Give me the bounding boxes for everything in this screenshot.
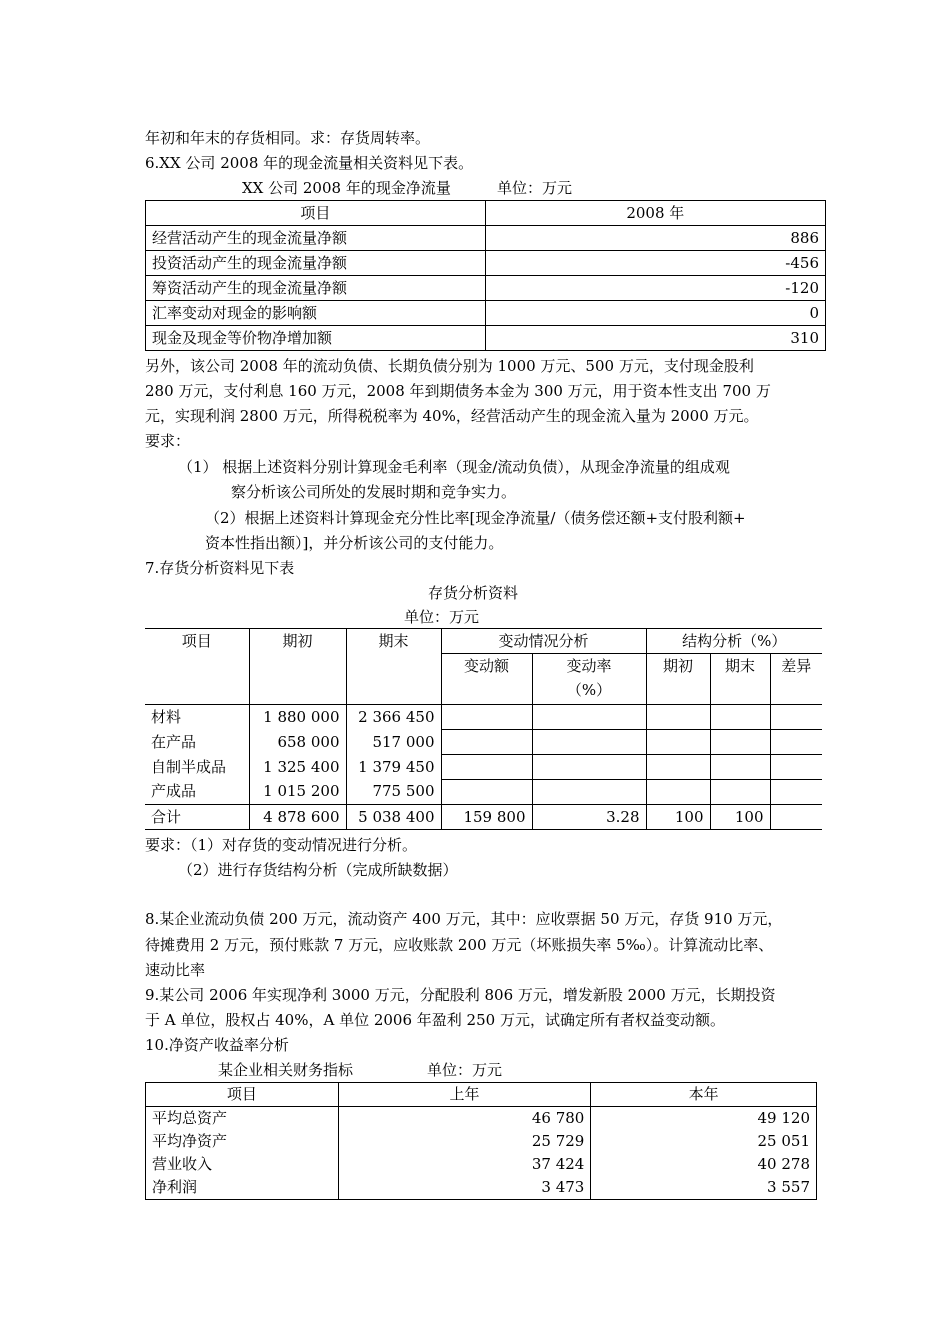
table-cell [249, 654, 346, 705]
table-header: 期末 [346, 629, 441, 654]
table-cell: 100 [646, 804, 710, 829]
table-cell: 1 880 000 [249, 704, 346, 729]
table-cell [145, 654, 249, 705]
table-header: 期初 [646, 654, 710, 705]
table-header: 本年 [591, 1083, 817, 1107]
text-line: 元，实现利润 2800 万元，所得税税率为 40%，经营活动产生的现金流入量为 2000 万元。 [145, 407, 759, 425]
table-header: 差异 [770, 654, 822, 705]
table-cell: 净利润 [146, 1176, 339, 1200]
table-header-row [146, 1083, 817, 1107]
text-line: （2）进行存货结构分析（完成所缺数据） [178, 861, 458, 879]
section-10-heading: 10.净资产收益率分析 [145, 1036, 289, 1054]
table-cell: 37 424 [338, 1153, 591, 1176]
table-cell [441, 779, 532, 804]
table-cell [532, 729, 646, 754]
section-8: 8.某企业流动负债 200 万元，流动资产 400 万元，其中：应收票据 50 万元，存货 910 万元， [145, 910, 783, 928]
text-line: 于 A 单位，股权占 40%，A 单位 2006 年盈利 250 万元，试确定所有者权益变动额。 [145, 1011, 725, 1029]
table-cell: -456 [485, 251, 825, 276]
table-cell [710, 704, 770, 729]
text-line: 要求：（1）对存货的变动情况进行分析。 [145, 836, 418, 854]
table-cell [441, 754, 532, 779]
table-cell: 平均净资产 [146, 1130, 339, 1153]
table-row [146, 1130, 817, 1153]
table-cell: 3 557 [591, 1176, 817, 1200]
table-row [146, 251, 826, 276]
table-cell: 4 878 600 [249, 804, 346, 829]
table-cell [346, 654, 441, 705]
table-row [145, 754, 822, 779]
header-line: 变动率 [566, 657, 612, 675]
table-cell: 49 120 [591, 1107, 817, 1131]
table-header: 项目 [146, 201, 486, 226]
table-row [146, 1107, 817, 1131]
table-cell: 100 [710, 804, 770, 829]
table-total-row [145, 804, 822, 829]
table-cell: 25 051 [591, 1130, 817, 1153]
question-2: （2）根据上述资料计算现金充分性比率[现金净流量/（债务偿还额+支付股利额+ [205, 509, 746, 527]
table-cell [646, 704, 710, 729]
table-row [146, 276, 826, 301]
table-cell: 310 [485, 326, 825, 351]
table-cell: 1 379 450 [346, 754, 441, 779]
table-header-row [146, 201, 826, 226]
table-cell: 1 325 400 [249, 754, 346, 779]
table-cell: 886 [485, 226, 825, 251]
question-1: （1） 根据上述资料分别计算现金毛利率（现金/流动负债），从现金净流量的组成观 [178, 458, 730, 476]
table-cell [532, 704, 646, 729]
section-9: 9.某公司 2006 年实现净利 3000 万元，分配股利 806 万元，增发新股 2000 万元，长期投资 [145, 986, 776, 1004]
table-cell: 5 038 400 [346, 804, 441, 829]
table-cell: 2 366 450 [346, 704, 441, 729]
table-header: 变动情况分析 [441, 629, 646, 654]
table-cell [770, 754, 822, 779]
table-cell [532, 754, 646, 779]
table-row [146, 326, 826, 351]
table-cell: 0 [485, 301, 825, 326]
text-line: 速动比率 [145, 961, 206, 979]
section-7-heading: 7.存货分析资料见下表 [145, 559, 295, 577]
table-header: 项目 [145, 629, 249, 654]
table-cell [770, 779, 822, 804]
table-row [146, 1176, 817, 1200]
table-cell: 25 729 [338, 1130, 591, 1153]
table-cell [710, 754, 770, 779]
text-line: 280 万元，支付利息 160 万元，2008 年到期债务本金为 300 万元，用于资本性支出 700 万 [145, 382, 771, 400]
text-line: 年初和年末的存货相同。求：存货周转率。 [145, 129, 431, 147]
table-cell: 现金及现金等价物净增加额 [146, 326, 486, 351]
table-1-caption: XX 公司 2008 年的现金净流量 [242, 179, 451, 197]
section-6-heading: 6.XX 公司 2008 年的现金流量相关资料见下表。 [145, 154, 474, 172]
table-cell: -120 [485, 276, 825, 301]
table-cell [770, 804, 822, 829]
table-header: 项目 [146, 1083, 339, 1107]
table-cell: 经营活动产生的现金流量净额 [146, 226, 486, 251]
table-cell: 合计 [145, 804, 249, 829]
table-cell [441, 729, 532, 754]
table-header: 期初 [249, 629, 346, 654]
table-cell [441, 704, 532, 729]
table-cell: 筹资活动产生的现金流量净额 [146, 276, 486, 301]
table-cell: 投资活动产生的现金流量净额 [146, 251, 486, 276]
text-line: 待摊费用 2 万元，预付账款 7 万元，应收账款 200 万元（坏账损失率 5‰）。计算流动比率、 [145, 936, 774, 954]
cash-flow-table [145, 200, 826, 351]
text-line: 另外，该公司 2008 年的流动负债、长期负债分别为 1000 万元、500 万元，支付现金股利 [145, 357, 754, 375]
table-1-unit: 单位：万元 [497, 179, 573, 197]
table-cell [770, 704, 822, 729]
table-cell: 3.28 [532, 804, 646, 829]
table-cell: 1 015 200 [249, 779, 346, 804]
table-cell: 40 278 [591, 1153, 817, 1176]
table-cell: 46 780 [338, 1107, 591, 1131]
table-cell: 材料 [145, 704, 249, 729]
table-row [146, 1153, 817, 1176]
table-cell: 517 000 [346, 729, 441, 754]
financial-indicators-table [145, 1082, 817, 1200]
table-cell: 658 000 [249, 729, 346, 754]
table-4-title: 某企业相关财务指标 [218, 1061, 354, 1079]
table-4-unit: 单位：万元 [427, 1061, 503, 1079]
table-row [145, 729, 822, 754]
table-cell [646, 754, 710, 779]
table-header: 变动额 [441, 654, 532, 705]
table-cell [710, 779, 770, 804]
table-cell [710, 729, 770, 754]
table-row [145, 704, 822, 729]
table-header: 2008 年 [485, 201, 825, 226]
table-cell: 产成品 [145, 779, 249, 804]
table-header: 期末 [710, 654, 770, 705]
table-cell: 平均总资产 [146, 1107, 339, 1131]
table-cell [646, 779, 710, 804]
table-header [532, 654, 646, 705]
question-2-cont: 资本性指出额）]，并分析该公司的支付能力。 [205, 534, 504, 552]
table-cell: 营业收入 [146, 1153, 339, 1176]
table-cell: 775 500 [346, 779, 441, 804]
inventory-table [145, 628, 822, 830]
table-3-title: 存货分析资料 [428, 584, 519, 602]
table-cell [770, 729, 822, 754]
table-cell: 自制半成品 [145, 754, 249, 779]
table-header: 上年 [338, 1083, 591, 1107]
table-row [146, 301, 826, 326]
table-cell: 在产品 [145, 729, 249, 754]
table-header: 结构分析（%） [646, 629, 822, 654]
table-row [146, 226, 826, 251]
text-line: 要求： [145, 432, 191, 450]
table-cell: 159 800 [441, 804, 532, 829]
table-row [145, 779, 822, 804]
table-cell [646, 729, 710, 754]
table-cell: 3 473 [338, 1176, 591, 1200]
table-3-unit: 单位：万元 [404, 608, 480, 626]
table-cell [532, 779, 646, 804]
header-line: （%） [566, 681, 612, 699]
question-1-cont: 察分析该公司所处的发展时期和竞争实力。 [231, 483, 517, 501]
table-cell: 汇率变动对现金的影响额 [146, 301, 486, 326]
